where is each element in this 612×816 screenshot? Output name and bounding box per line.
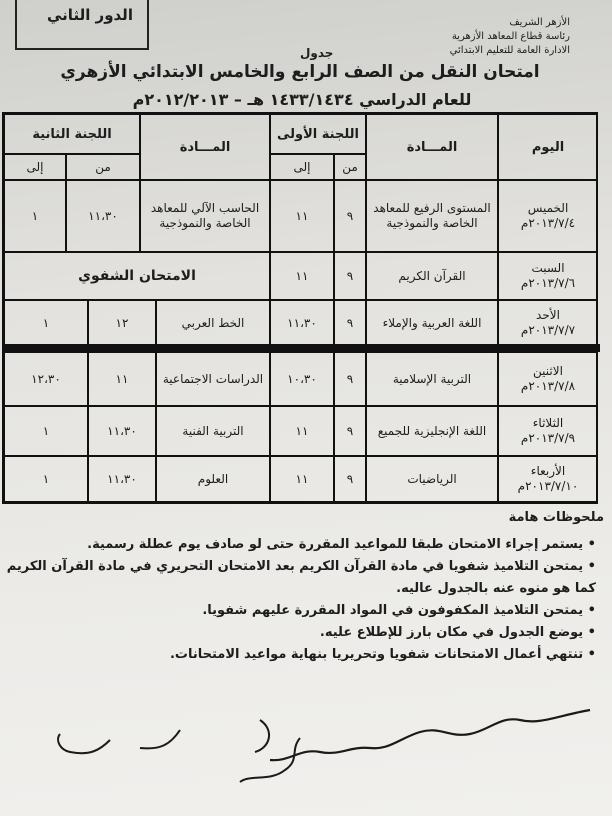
- subject-1-cell: المستوى الرفيع للمعاهد الخاصة والنموذجية: [366, 180, 498, 252]
- day-date: ٢٠١٣/٧/٦م: [520, 276, 576, 290]
- from-2-cell: ١٢: [88, 300, 156, 346]
- table-row-day: [498, 300, 598, 346]
- from-2-cell: ١١: [88, 352, 156, 406]
- subject-2-cell: الحاسب الآلي للمعاهد الخاصة والنموذجية: [140, 180, 270, 252]
- to-2-cell: ١: [4, 406, 88, 456]
- to-2-cell: ١: [4, 456, 88, 502]
- from-2-cell: ١١،٣٠: [88, 406, 156, 456]
- note-item: • يوضع الجدول في مكان بارز للإطلاع عليه.: [6, 622, 596, 644]
- day-date: ٢٠١٣/٧/٩م: [520, 431, 576, 445]
- subject-1-cell: التربية الإسلامية: [366, 352, 498, 406]
- oral-exam-cell: الامتحان الشفوي: [4, 252, 270, 300]
- header-to-2: إلى: [4, 154, 66, 180]
- subject-2-cell: الخط العربي: [156, 300, 270, 346]
- table-label: جدول: [300, 46, 334, 60]
- org-line: رئاسة قطاع المعاهد الأزهرية: [451, 31, 570, 42]
- subject-1-cell: القرآن الكريم: [366, 252, 498, 300]
- day-name: الثلاثاء: [532, 416, 564, 430]
- header-first-committee: اللجنة الأولى: [270, 114, 366, 154]
- to-1-cell: ١١: [270, 406, 334, 456]
- notes-title: ملحوظات هامة: [508, 510, 604, 525]
- round-label: الدور الثاني: [47, 6, 133, 24]
- note-item: • يمتحن التلاميذ شفويا في مادة القرآن الكريم بعد الامتحان التحريري في مادة القرآن الكريم كما هو منوه عنه بالجدول عاليه.: [6, 556, 596, 600]
- from-1-cell: ٩: [334, 252, 366, 300]
- academic-year: للعام الدراسي ١٤٣٣/١٤٣٤ هـ – ٢٠١٢/٢٠١٣م: [132, 90, 472, 109]
- day-date: ٢٠١٣/٧/٧م: [520, 323, 576, 337]
- subject-2-cell: العلوم: [156, 456, 270, 502]
- note-item: • تنتهي أعمال الامتحانات شفويا وتحريريا بنهاية مواعيد الامتحانات.: [6, 644, 596, 666]
- page-title: امتحان النقل من الصف الرابع والخامس الابتدائي الأزهري: [60, 62, 540, 82]
- header-from-1: من: [334, 154, 366, 180]
- from-1-cell: ٩: [334, 180, 366, 252]
- to-1-cell: ١١: [270, 180, 334, 252]
- to-1-cell: ١١،٣٠: [270, 300, 334, 346]
- notes-list: [6, 534, 596, 666]
- from-2-cell: ١١،٣٠: [88, 456, 156, 502]
- subject-2-cell: التربية الفنية: [156, 406, 270, 456]
- day-name: الأربعاء: [530, 464, 566, 478]
- handwritten-signature: [0, 690, 600, 810]
- note-item: • يمتحن التلاميذ المكفوفون في المواد المقررة عليهم شفويا.: [6, 600, 596, 622]
- header-subject-2: المـــادة: [140, 114, 270, 180]
- from-1-cell: ٩: [334, 456, 366, 502]
- org-line: الادارة العامة للتعليم الابتدائي: [449, 45, 570, 56]
- table-row-day: [498, 352, 598, 406]
- round-box: [15, 0, 149, 50]
- day-name: الأحد: [536, 308, 560, 322]
- table-row-day: [498, 180, 598, 252]
- table-row-day: [498, 456, 598, 502]
- from-1-cell: ٩: [334, 406, 366, 456]
- subject-1-cell: الرياضيات: [366, 456, 498, 502]
- to-1-cell: ١٠،٣٠: [270, 352, 334, 406]
- organization-header: [450, 16, 570, 58]
- divider-bar: [4, 344, 600, 352]
- header-day: اليوم: [498, 114, 598, 180]
- subject-1-cell: اللغة العربية والإملاء: [366, 300, 498, 346]
- subject-1-cell: اللغة الإنجليزية للجميع: [366, 406, 498, 456]
- day-date: ٢٠١٣/٧/١٠م: [517, 479, 579, 493]
- day-date: ٢٠١٣/٧/٤م: [520, 216, 576, 230]
- header-subject-1: المـــادة: [366, 114, 498, 180]
- note-item: • يستمر إجراء الامتحان طبقا للمواعيد المقررة حتى لو صادف يوم عطلة رسمية.: [6, 534, 596, 556]
- subject-2-cell: الدراسات الاجتماعية: [156, 352, 270, 406]
- schedule-table: [2, 112, 598, 504]
- from-1-cell: ٩: [334, 352, 366, 406]
- org-line: الأزهر الشريف: [509, 17, 570, 28]
- from-2-cell: ١١،٣٠: [66, 180, 140, 252]
- day-name: الاثنين: [533, 364, 563, 378]
- day-date: ٢٠١٣/٧/٨م: [520, 379, 576, 393]
- table-row-day: [498, 406, 598, 456]
- to-2-cell: ١: [4, 180, 66, 252]
- to-2-cell: ١: [4, 300, 88, 346]
- to-2-cell: ١٢،٣٠: [4, 352, 88, 406]
- to-1-cell: ١١: [270, 252, 334, 300]
- to-1-cell: ١١: [270, 456, 334, 502]
- from-1-cell: ٩: [334, 300, 366, 346]
- header-from-2: من: [66, 154, 140, 180]
- day-name: الخميس: [527, 201, 569, 215]
- header-second-committee: اللجنة الثانية: [4, 114, 140, 154]
- day-name: السبت: [531, 261, 565, 275]
- table-row-day: [498, 252, 598, 300]
- header-to-1: إلى: [270, 154, 334, 180]
